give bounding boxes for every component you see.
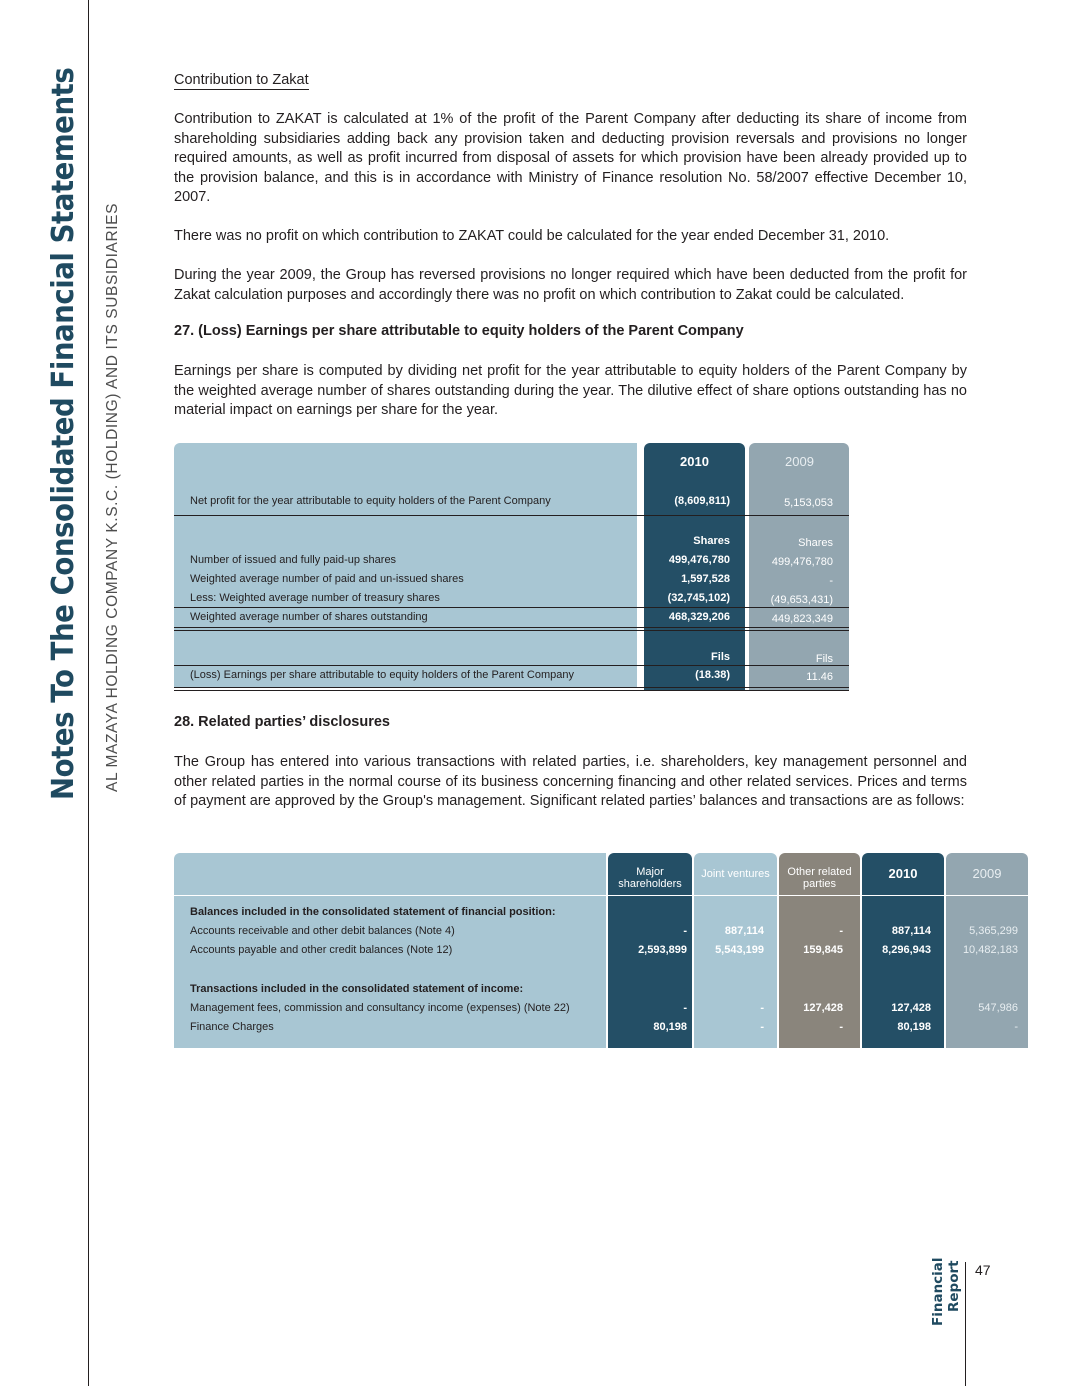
header-2010: 2010	[888, 866, 918, 881]
header-other: Other related parties	[787, 866, 852, 890]
unit-2009: Fils	[815, 653, 833, 665]
zakat-text-2: There was no profit on which contribution to ZAKAT could be calculated for the year ended December 31, 2010.	[174, 228, 890, 244]
value-jv: 5,543,199	[715, 944, 764, 956]
eps-row-net-profit	[174, 493, 849, 511]
receivable-row	[174, 923, 1028, 941]
value-2010: 499,476,780	[668, 554, 730, 566]
related-paragraph	[174, 753, 967, 812]
value-2009: 499,476,780	[771, 556, 833, 568]
divider	[174, 665, 849, 666]
value-jv: -	[760, 1002, 764, 1014]
eps-row-treasury	[174, 590, 849, 608]
row-label: Finance Charges	[190, 1021, 274, 1033]
row-label: Management fees, commission and consultancy income (expenses) (Note 22)	[190, 1002, 570, 1014]
value-2009: 5,153,053	[784, 497, 833, 509]
eps-text: Earnings per share is computed by dividing net profit for the year attributable to equity holders of the Parent Company by the weighted average number of shares outstanding during the year. The dilutive effect of share options outstanding has no material impact on earnings per share for the year.	[174, 363, 967, 418]
row-label: (Loss) Earnings per share attributable to equity holders of the Parent Company	[190, 669, 574, 681]
value-2010: 468,329,206	[668, 611, 730, 623]
side-company-name: AL MAZAYA HOLDING COMPANY K.S.C. (HOLDING) AND ITS SUBSIDIARIES	[104, 202, 121, 792]
side-title: Notes To The Consolidated Financial Statements	[46, 67, 81, 801]
row-label: Weighted average number of shares outstanding	[190, 611, 428, 623]
value-other: 159,845	[803, 944, 843, 956]
header-2009: 2009	[972, 866, 1002, 881]
row-label: Weighted average number of paid and un-issued shares	[190, 573, 464, 585]
value-2010: 80,198	[897, 1021, 931, 1033]
footer-word-financial: Financial	[930, 1257, 946, 1326]
unit-2010: Fils	[711, 651, 730, 663]
value-2009: 11.46	[806, 671, 833, 683]
row-label: Accounts receivable and other debit balances (Note 4)	[190, 925, 455, 937]
divider	[174, 687, 849, 688]
transactions-heading-row	[174, 981, 1028, 999]
value-2010: 887,114	[891, 925, 931, 937]
eps-heading: 27. (Loss) Earnings per share attributable to equity holders of the Parent Company	[174, 323, 744, 339]
value-2009: 5,365,299	[969, 925, 1018, 937]
value-2010: (18.38)	[695, 669, 730, 681]
eps-paragraph	[174, 362, 967, 421]
footer-divider	[965, 1262, 966, 1386]
value-2009: (49,653,431)	[770, 594, 833, 606]
unit-2009: Shares	[798, 537, 833, 549]
eps-row-issued	[174, 552, 849, 570]
value-2010: 8,296,943	[882, 944, 931, 956]
row-label: Less: Weighted average number of treasury shares	[190, 592, 440, 604]
row-label: Net profit for the year attributable to equity holders of the Parent Company	[190, 495, 551, 507]
row-label: Accounts payable and other credit balances (Note 12)	[190, 944, 453, 956]
value-2009: -	[829, 575, 833, 587]
eps-year-2010: 2010	[680, 454, 709, 469]
value-2010: (32,745,102)	[667, 592, 730, 604]
unit-2010: Shares	[693, 535, 730, 547]
eps-row-unissued	[174, 571, 849, 589]
row-label: Number of issued and fully paid-up shares	[190, 554, 397, 566]
zakat-heading: Contribution to Zakat	[174, 72, 309, 88]
divider	[174, 607, 849, 608]
divider	[174, 630, 849, 631]
value-other: 127,428	[803, 1002, 843, 1014]
related-table	[174, 853, 1028, 1048]
balances-heading-row	[174, 904, 1028, 922]
divider	[174, 690, 849, 691]
value-2010: 1,597,528	[681, 573, 730, 585]
header-divider	[174, 895, 1028, 896]
value-other: -	[839, 1021, 843, 1033]
header-jv: Joint ventures	[701, 868, 770, 880]
header-major: Major shareholders	[618, 866, 682, 890]
section-heading: Transactions included in the consolidated statement of income:	[190, 983, 524, 995]
value-2010: (8,609,811)	[674, 495, 730, 507]
zakat-paragraph-1	[174, 110, 967, 208]
page-number: 47	[975, 1262, 991, 1278]
zakat-text-3: During the year 2009, the Group has reversed provisions no longer required which have been deducted from the profit for Zakat calculation purposes and accordingly there was no profit on which contribution to Zakat could be calculated.	[174, 267, 967, 303]
value-major: 80,198	[653, 1021, 687, 1033]
zakat-paragraph-3	[174, 266, 967, 305]
related-heading: 28. Related parties’ disclosures	[174, 714, 390, 730]
eps-year-2009: 2009	[785, 454, 814, 469]
side-divider	[88, 0, 89, 1386]
zakat-text-1: Contribution to ZAKAT is calculated at 1% of the profit of the Parent Company after deducting its share of income from shareholding subsidiaries adding back any provision taken and deducting provision reversals and provisions no longer required amounts, as well as profit incurred from disposal of assets for which provision have been already provided up to the provision balance, and this is in accordance with Ministry of Finance resolution No. 58/2007 effective December 10, 2007.	[174, 111, 967, 205]
finance-row	[174, 1019, 1028, 1037]
value-jv: 887,114	[724, 925, 764, 937]
value-jv: -	[760, 1021, 764, 1033]
zakat-paragraph-2	[174, 227, 967, 247]
mgmt-fees-row	[174, 1000, 1028, 1018]
divider	[174, 515, 849, 516]
value-2010: 127,428	[891, 1002, 931, 1014]
value-other: -	[839, 925, 843, 937]
value-major: -	[683, 1002, 687, 1014]
footer-word-report: Report	[946, 1260, 962, 1312]
section-heading: Balances included in the consolidated statement of financial position:	[190, 906, 556, 918]
payable-row	[174, 942, 1028, 960]
value-2009: 449,823,349	[771, 613, 833, 625]
eps-row-outstanding	[174, 609, 849, 627]
value-2009: 547,986	[978, 1002, 1018, 1014]
value-major: -	[683, 925, 687, 937]
eps-table	[174, 443, 849, 690]
value-2009: 10,482,183	[962, 944, 1018, 956]
eps-row-eps	[174, 667, 849, 685]
divider	[174, 627, 849, 628]
eps-row-shares-unit	[174, 533, 849, 551]
related-text: The Group has entered into various transactions with related parties, i.e. shareholders, key management personnel and other related parties in the normal course of its business concerning financing and other related services. Prices and terms of payment are approved by the Group's management. Significant related parties’ balances and transactions are as follows:	[174, 754, 967, 809]
value-2009: -	[1014, 1021, 1018, 1033]
value-major: 2,593,899	[638, 944, 687, 956]
